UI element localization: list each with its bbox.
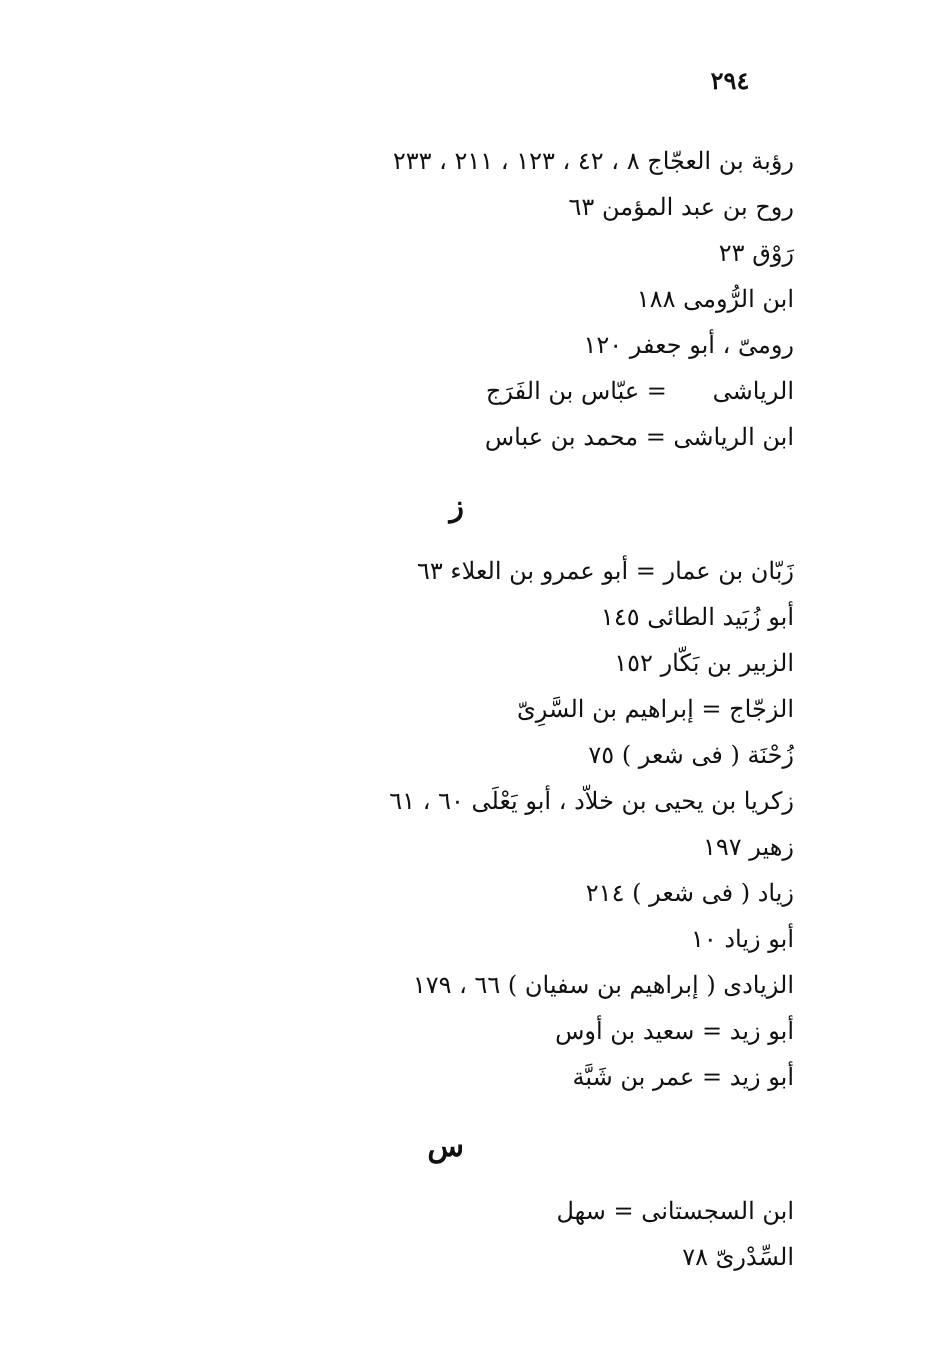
index-entry: الرياشى = عبّاس بن الفَرَج <box>485 377 794 405</box>
section-letter-seen: س <box>427 1129 464 1164</box>
index-entry: رَوْق ٢٣ <box>718 239 794 267</box>
index-entry: الزيادى ( إبراهيم بن سفيان ) ٦٦ ، ١٧٩ <box>412 971 794 999</box>
index-entry: زُحْنَة ( فى شعر ) ٧٥ <box>588 741 794 769</box>
index-entry: أبو زياد ١٠ <box>690 925 794 953</box>
index-entry: السِّدْرىّ ٧٨ <box>682 1243 794 1271</box>
index-entry: الزبير بن بَكّار ١٥٢ <box>614 649 794 677</box>
index-entry: زكريا بن يحيى بن خلاّد ، أبو يَعْلَى ٦٠ ، ٦١ <box>389 787 794 815</box>
index-entry: زياد ( فى شعر ) ٢١٤ <box>585 879 794 907</box>
index-entry: ابن السجستانى = سهل <box>556 1197 794 1225</box>
page-number: ٢٩٤ <box>710 66 750 95</box>
index-entry: أبو زيد = سعيد بن أوس <box>555 1017 794 1045</box>
index-entry: روح بن عبد المؤمن ٦٣ <box>568 193 794 221</box>
index-entry: زَبّان بن عمار = أبو عمرو بن العلاء ٦٣ <box>416 557 794 585</box>
index-entry: زهير ١٩٧ <box>702 833 794 861</box>
index-entry: الزجّاج = إبراهيم بن السَّرِىّ <box>517 695 794 723</box>
index-entry: ابن الرُّومى ١٨٨ <box>636 285 794 313</box>
index-entry: رومىّ ، أبو جعفر ١٢٠ <box>583 331 794 359</box>
index-entry: رؤبة بن العجّاج ٨ ، ٤٢ ، ١٢٣ ، ٢١١ ، ٢٣٣ <box>392 147 794 175</box>
index-entry: أبو زيد = عمر بن شَبَّة <box>572 1063 794 1091</box>
index-entries <box>174 138 794 1280</box>
index-entry: ابن الرياشى = محمد بن عباس <box>484 423 794 451</box>
index-entry: أبو زُبَيد الطائى ١٤٥ <box>600 603 794 631</box>
section-letter-zay: ز <box>449 489 464 524</box>
